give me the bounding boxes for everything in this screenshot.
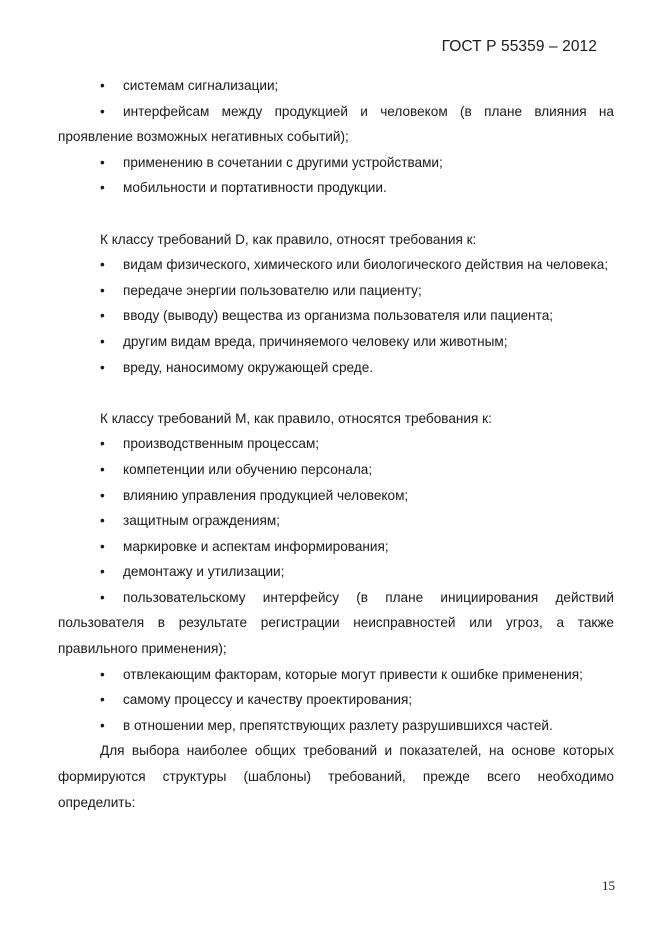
- bullet-icon: •: [100, 564, 105, 580]
- bullet-icon: •: [100, 308, 105, 324]
- list-item: • вреду, наносимому окружающей среде.: [58, 355, 614, 381]
- bullet-icon: •: [100, 513, 105, 529]
- list-item: • в отношении мер, препятствующих разлету разрушившихся частей.: [58, 713, 614, 739]
- list-item: • демонтажу и утилизации;: [58, 559, 614, 585]
- list-item: • компетенции или обучению персонала;: [58, 457, 614, 483]
- list-item: • системам сигнализации;: [58, 73, 614, 99]
- bullet-icon: •: [100, 487, 105, 503]
- list-item: • передаче энергии пользователю или пациенту;: [58, 278, 614, 304]
- list-item: • отвлекающим факторам, которые могут привести к ошибке применения;: [58, 662, 614, 688]
- bullet-icon: •: [100, 589, 105, 605]
- page-number: 15: [602, 878, 615, 893]
- list-item: • пользовательскому интерфейсу (в плане инициирования действий пользователя в результате регистрации неисправностей или угроз, а также правильного применения);: [58, 585, 614, 662]
- list-item: • защитным ограждениям;: [58, 508, 614, 534]
- list-item: • мобильности и портативности продукции.: [58, 175, 614, 201]
- bullet-icon: •: [100, 333, 105, 349]
- closing-paragraph: Для выбора наиболее общих требований и показателей, на основе которых формируются структуры (шаблоны) требований, прежде всего необходимо определить:: [58, 743, 614, 810]
- bullet-icon: •: [100, 717, 105, 733]
- section-intro-m: К классу требований M, как правило, относятся требования к:: [100, 410, 492, 426]
- section-intro-d: К классу требований D, как правило, относят требования к:: [100, 231, 477, 247]
- list-item: • производственным процессам;: [58, 431, 614, 457]
- document-body: [58, 73, 614, 815]
- bullet-icon: •: [100, 154, 105, 170]
- list-item: • маркировке и аспектам информирования;: [58, 534, 614, 560]
- list-item: • интерфейсам между продукцией и человеком (в плане влияния на проявление возможных негативных событий);: [58, 99, 614, 150]
- bullet-icon: •: [100, 257, 105, 273]
- bullet-icon: •: [100, 538, 105, 554]
- bullet-icon: •: [100, 180, 105, 196]
- list-item: • влиянию управления продукцией человеком;: [58, 483, 614, 509]
- bullet-icon: •: [100, 666, 105, 682]
- bullet-icon: •: [100, 103, 105, 119]
- list-item: • видам физического, химического или биологического действия на человека;: [58, 252, 614, 278]
- bullet-icon: •: [100, 461, 105, 477]
- bullet-icon: •: [100, 436, 105, 452]
- list-item: • другим видам вреда, причиняемого человеку или животным;: [58, 329, 614, 355]
- list-item: • самому процессу и качеству проектирования;: [58, 687, 614, 713]
- bullet-icon: •: [100, 359, 105, 375]
- list-item: • вводу (выводу) вещества из организма пользователя или пациента;: [58, 303, 614, 329]
- document-header: ГОСТ Р 55359 – 2012: [441, 38, 597, 55]
- bullet-icon: •: [100, 282, 105, 298]
- bullet-icon: •: [100, 692, 105, 708]
- bullet-icon: •: [100, 78, 105, 93]
- list-item: • применению в сочетании с другими устройствами;: [58, 150, 614, 176]
